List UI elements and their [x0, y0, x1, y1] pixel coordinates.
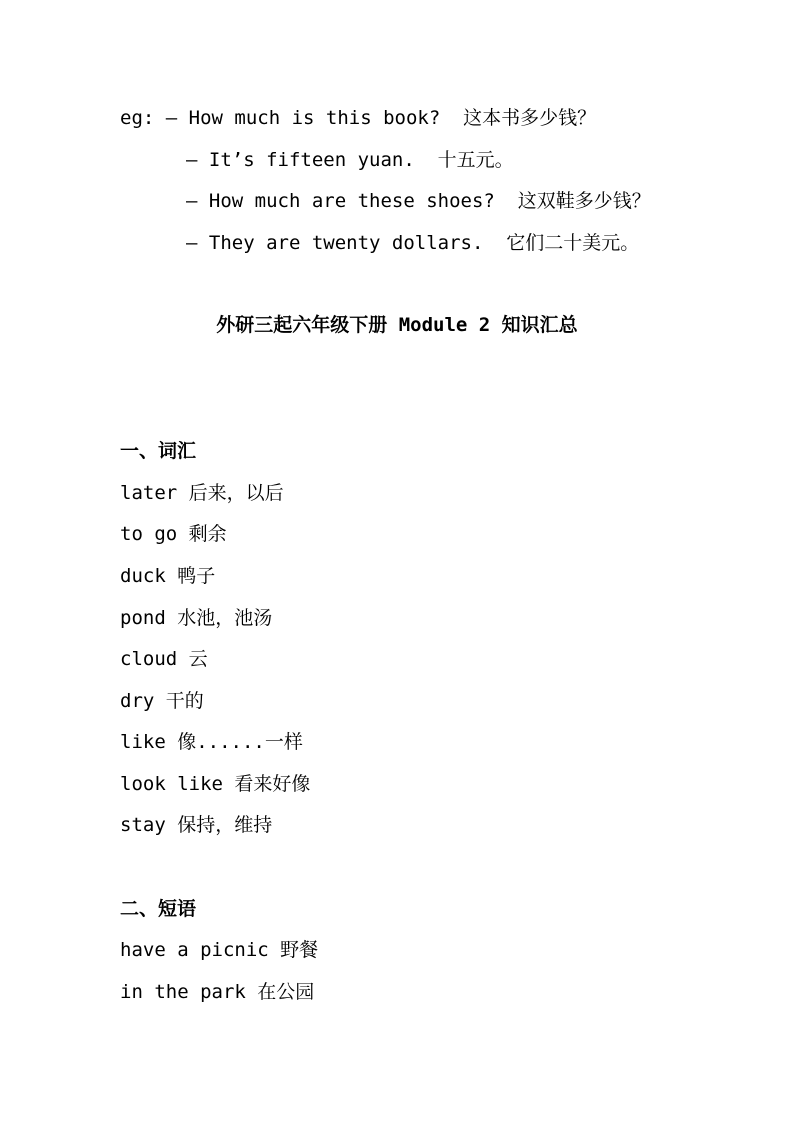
example-line: eg: — How much is this book? 这本书多少钱？ — [120, 107, 597, 129]
vocabulary-item: dry 干的 — [120, 690, 204, 712]
vocabulary-item: like 像......一样 — [120, 731, 303, 753]
vocabulary-heading: 一、词汇 — [120, 440, 197, 462]
vocabulary-item: duck 鸭子 — [120, 565, 216, 587]
example-line: — It’s fifteen yuan. 十五元。 — [186, 149, 514, 171]
document-title: 外研三起六年级下册 Module 2 知识汇总 — [216, 314, 578, 336]
vocabulary-item: look like 看来好像 — [120, 773, 311, 795]
phrases-heading: 二、短语 — [120, 898, 197, 920]
vocabulary-item: stay 保持，维持 — [120, 814, 273, 836]
vocabulary-item: later 后来，以后 — [120, 482, 284, 504]
example-line: — They are twenty dollars. 它们二十美元。 — [186, 232, 640, 254]
vocabulary-item: to go 剩余 — [120, 523, 227, 545]
example-line: — How much are these shoes? 这双鞋多少钱？ — [186, 190, 651, 212]
vocabulary-item: cloud 云 — [120, 648, 208, 670]
phrase-item: have a picnic 野餐 — [120, 939, 319, 961]
vocabulary-item: pond 水池，池汤 — [120, 607, 273, 629]
phrase-item: in the park 在公园 — [120, 981, 315, 1003]
